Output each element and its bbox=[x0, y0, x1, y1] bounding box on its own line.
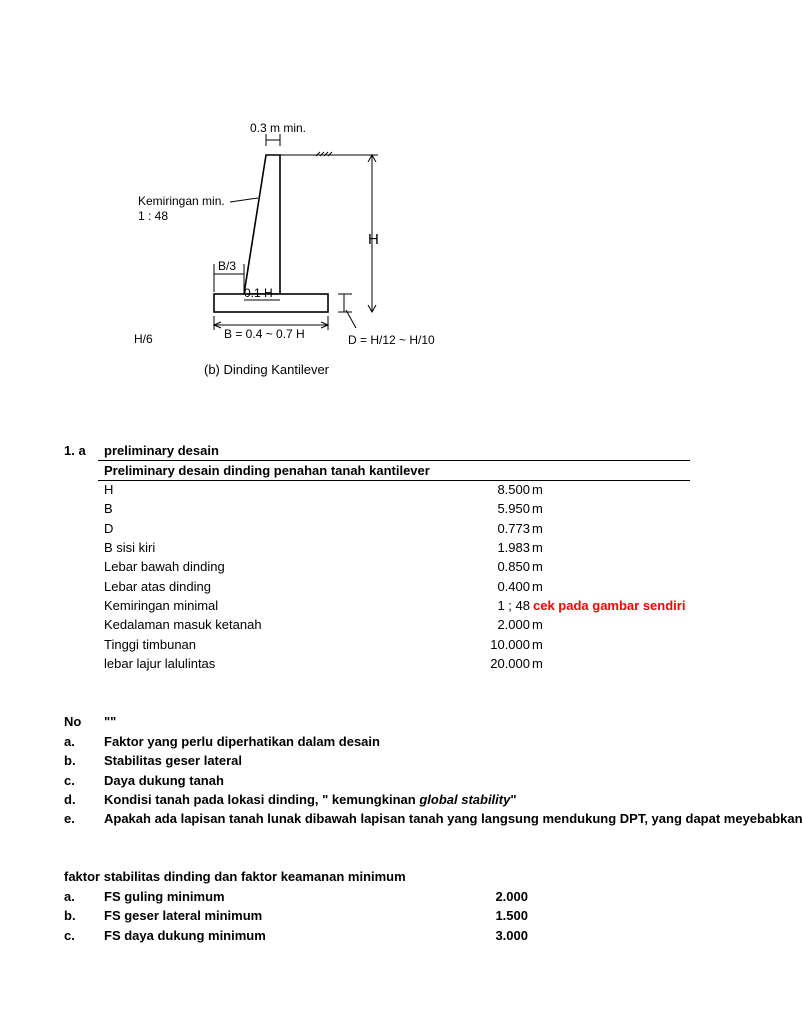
slope-value: 1 : 48 bbox=[138, 209, 169, 223]
list-item-no: a. bbox=[64, 889, 75, 904]
parameter-label: Lebar bawah dinding bbox=[104, 559, 225, 574]
safety-factor-label: FS guling minimum bbox=[104, 889, 225, 904]
section1-rule-top bbox=[98, 460, 690, 461]
parameter-value: 1.983 bbox=[497, 540, 530, 555]
parameter-value: 10.000 bbox=[490, 637, 530, 652]
list-item-text-pre: Kondisi tanah pada lokasi dinding, " kemungkinan bbox=[104, 792, 420, 807]
parameter-value: 2.000 bbox=[497, 617, 530, 632]
list-item-text: Daya dukung tanah bbox=[104, 773, 224, 788]
slope-label: Kemiringan min. bbox=[138, 194, 225, 208]
safety-factor-value: 1.500 bbox=[495, 908, 528, 923]
section1-subtitle: Preliminary desain dinding penahan tanah kantilever bbox=[104, 463, 430, 478]
parameter-unit: m bbox=[532, 559, 543, 574]
parameter-unit: m bbox=[532, 501, 543, 516]
h6-label: H/6 bbox=[134, 332, 153, 346]
section3-title: faktor stabilitas dinding dan faktor keamanan minimum bbox=[64, 869, 406, 884]
parameter-label: D bbox=[104, 521, 114, 536]
figure-caption: (b) Dinding Kantilever bbox=[204, 362, 330, 377]
section2-col-quote: "" bbox=[104, 714, 117, 729]
list-item-no: b. bbox=[64, 753, 76, 768]
list-item-text: Faktor yang perlu diperhatikan dalam desain bbox=[104, 734, 380, 749]
base-label: B = 0.4 ~ 0.7 H bbox=[224, 327, 305, 341]
list-item-text: Stabilitas geser lateral bbox=[104, 753, 243, 768]
parameter-value: 0.850 bbox=[497, 559, 530, 574]
b3-label: B/3 bbox=[218, 259, 237, 273]
list-item-no: c. bbox=[64, 773, 75, 788]
parameter-label: Kedalaman masuk ketanah bbox=[104, 617, 262, 632]
d-leader bbox=[346, 310, 356, 328]
list-item-text bbox=[104, 792, 517, 808]
parameter-unit: m bbox=[532, 482, 543, 497]
section1-title: preliminary desain bbox=[104, 443, 219, 458]
parameter-label: Lebar atas dinding bbox=[104, 579, 211, 594]
section1-rule-bottom bbox=[98, 480, 690, 481]
cantilever-wall-figure bbox=[120, 112, 480, 390]
list-item-text: Apakah ada lapisan tanah lunak dibawah lapisan tanah yang langsung mendukung DPT, yang dapat meyebabkan bbox=[104, 811, 803, 826]
list-item-no: c. bbox=[64, 928, 75, 943]
slope-leader bbox=[230, 198, 258, 202]
parameter-unit: m bbox=[532, 540, 543, 555]
parameter-value: 5.950 bbox=[497, 501, 530, 516]
list-item-no: e. bbox=[64, 811, 75, 826]
safety-factor-label: FS geser lateral minimum bbox=[104, 908, 263, 923]
d-label: D = H/12 ~ H/10 bbox=[348, 333, 435, 347]
list-item-no: a. bbox=[64, 734, 75, 749]
cantilever-wall-diagram bbox=[120, 112, 480, 390]
slope-check-note: cek pada gambar sendiri bbox=[533, 598, 686, 613]
parameter-unit: m bbox=[532, 656, 543, 671]
parameter-value: 20.000 bbox=[490, 656, 530, 671]
list-item-text-post: " bbox=[510, 792, 517, 807]
parameter-label: H bbox=[104, 482, 114, 497]
list-item-no: d. bbox=[64, 792, 76, 807]
list-item-no: b. bbox=[64, 908, 76, 923]
safety-factor-value: 3.000 bbox=[495, 928, 528, 943]
section2-col-no: No bbox=[64, 714, 82, 729]
parameter-value: 1 ; 48 bbox=[497, 598, 530, 613]
height-label: H bbox=[368, 231, 379, 248]
parameter-unit: m bbox=[532, 521, 543, 536]
parameter-label: Kemiringan minimal bbox=[104, 598, 219, 613]
top-width-label: 0.3 m min. bbox=[250, 121, 307, 135]
safety-factor-label: FS daya dukung minimum bbox=[104, 928, 266, 943]
parameter-label: B sisi kiri bbox=[104, 540, 156, 555]
parameter-value: 8.500 bbox=[497, 482, 530, 497]
parameter-label: lebar lajur lalulintas bbox=[104, 656, 216, 671]
parameter-unit: m bbox=[532, 637, 543, 652]
parameter-label: Tinggi timbunan bbox=[104, 637, 197, 652]
parameter-unit: m bbox=[532, 579, 543, 594]
safety-factor-value: 2.000 bbox=[495, 889, 528, 904]
section1-number: 1. a bbox=[64, 443, 86, 458]
h01-label: 0.1 H bbox=[244, 286, 273, 300]
wall-stem bbox=[244, 155, 280, 294]
parameter-value: 0.773 bbox=[497, 521, 530, 536]
list-item-text-italic: global stability bbox=[419, 792, 511, 807]
parameter-unit: m bbox=[532, 617, 543, 632]
parameter-value: 0.400 bbox=[497, 579, 530, 594]
parameter-label: B bbox=[104, 501, 113, 516]
